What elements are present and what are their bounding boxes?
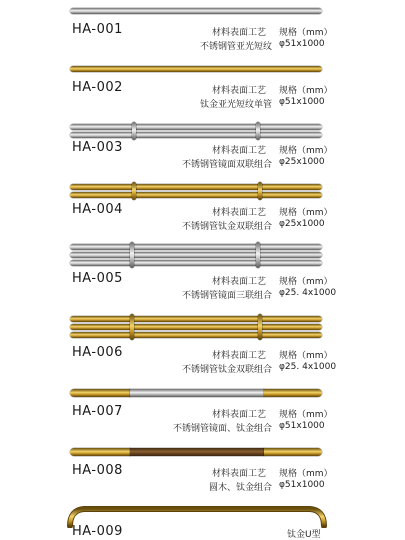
material-text: 不锈钢管镜面、钛金组合 [172, 424, 272, 434]
spec-text: φ51x1000 [279, 39, 325, 49]
material-header: 材料表面工艺 [212, 28, 267, 38]
gold-tube [70, 66, 322, 72]
catalog-item-ha-008 [0, 443, 405, 503]
catalog-item-ha-002 [0, 58, 405, 118]
spec-header: 规格（mm） [279, 208, 333, 218]
gold-tube [70, 316, 322, 322]
material-text: 钛金U型 [287, 530, 321, 540]
material-text: 钛金亚光短纹单管 [199, 100, 272, 110]
catalog-item-ha-001 [0, 0, 405, 60]
spec-header: 规格（mm） [279, 469, 333, 479]
spec-header: 规格（mm） [279, 28, 333, 38]
product-code: HA-008 [72, 463, 123, 478]
material-text: 不锈钢管钛金双联组合 [181, 365, 272, 375]
gold-tube [70, 192, 322, 198]
spec-header: 规格（mm） [279, 351, 333, 361]
material-header: 材料表面工艺 [212, 277, 267, 287]
wood-tube-section [130, 448, 264, 456]
material-header: 材料表面工艺 [212, 469, 267, 479]
material-header: 材料表面工艺 [212, 410, 267, 420]
connector-band [258, 314, 262, 340]
spec-text: φ25x1000 [279, 219, 325, 229]
product-code: HA-009 [72, 524, 123, 539]
spec-text: φ25. 4x1000 [279, 362, 337, 372]
silver-tube [70, 244, 322, 250]
silver-tube [70, 252, 322, 258]
connector-band [130, 242, 134, 268]
material-text: 圆木、钛金组合 [208, 483, 272, 493]
silver-tube [70, 124, 322, 130]
spec-header: 规格（mm） [279, 86, 333, 96]
catalog-item-ha-007 [0, 382, 405, 442]
spec-text: φ51x1000 [279, 97, 325, 107]
spec-header: 规格（mm） [279, 146, 333, 156]
gold-tube-section [70, 389, 130, 397]
catalog-item-ha-003 [0, 118, 405, 178]
gold-tube [70, 184, 322, 190]
connector-band [132, 182, 136, 200]
material-header: 材料表面工艺 [212, 208, 267, 218]
product-code: HA-004 [72, 202, 123, 217]
silver-tube-section [130, 389, 264, 397]
material-header: 材料表面工艺 [212, 351, 267, 361]
product-code: HA-005 [72, 271, 123, 286]
spec-header: 规格（mm） [279, 410, 333, 420]
product-code: HA-007 [72, 404, 123, 419]
catalog-item-ha-009 [0, 500, 405, 540]
material-text: 不锈钢管钛金双联组合 [181, 222, 272, 232]
gold-tube-section [264, 389, 322, 397]
material-header: 材料表面工艺 [212, 86, 267, 96]
material-text: 不锈钢管亚光短纹 [199, 42, 272, 52]
product-code: HA-001 [72, 22, 123, 37]
spec-text: φ51x1000 [279, 480, 325, 490]
connector-band [256, 242, 260, 268]
catalog-item-ha-004 [0, 180, 405, 240]
product-code: HA-006 [72, 345, 123, 360]
spec-text: φ25x1000 [279, 157, 325, 167]
connector-band [258, 182, 262, 200]
silver-tube [70, 132, 322, 138]
spec-text: φ51x1000 [279, 421, 325, 431]
gold-tube [70, 324, 322, 330]
connector-band [130, 314, 134, 340]
spec-header: 规格（mm） [279, 277, 333, 287]
gold-tube-section [70, 448, 130, 456]
connector-band [256, 122, 260, 140]
gold-tube [70, 332, 322, 338]
product-code: HA-003 [72, 140, 123, 155]
silver-tube [70, 260, 322, 266]
spec-text: φ25. 4x1000 [279, 288, 337, 298]
product-code: HA-002 [72, 80, 123, 95]
connector-band [132, 122, 136, 140]
material-header: 材料表面工艺 [212, 146, 267, 156]
material-text: 不锈钢管镜面三联组合 [181, 291, 272, 301]
gold-tube-section [264, 448, 322, 456]
silver-tube [70, 8, 322, 14]
catalog-item-ha-005 [0, 240, 405, 300]
catalog-item-ha-006 [0, 310, 405, 375]
material-text: 不锈钢管镜面双联组合 [181, 160, 272, 170]
